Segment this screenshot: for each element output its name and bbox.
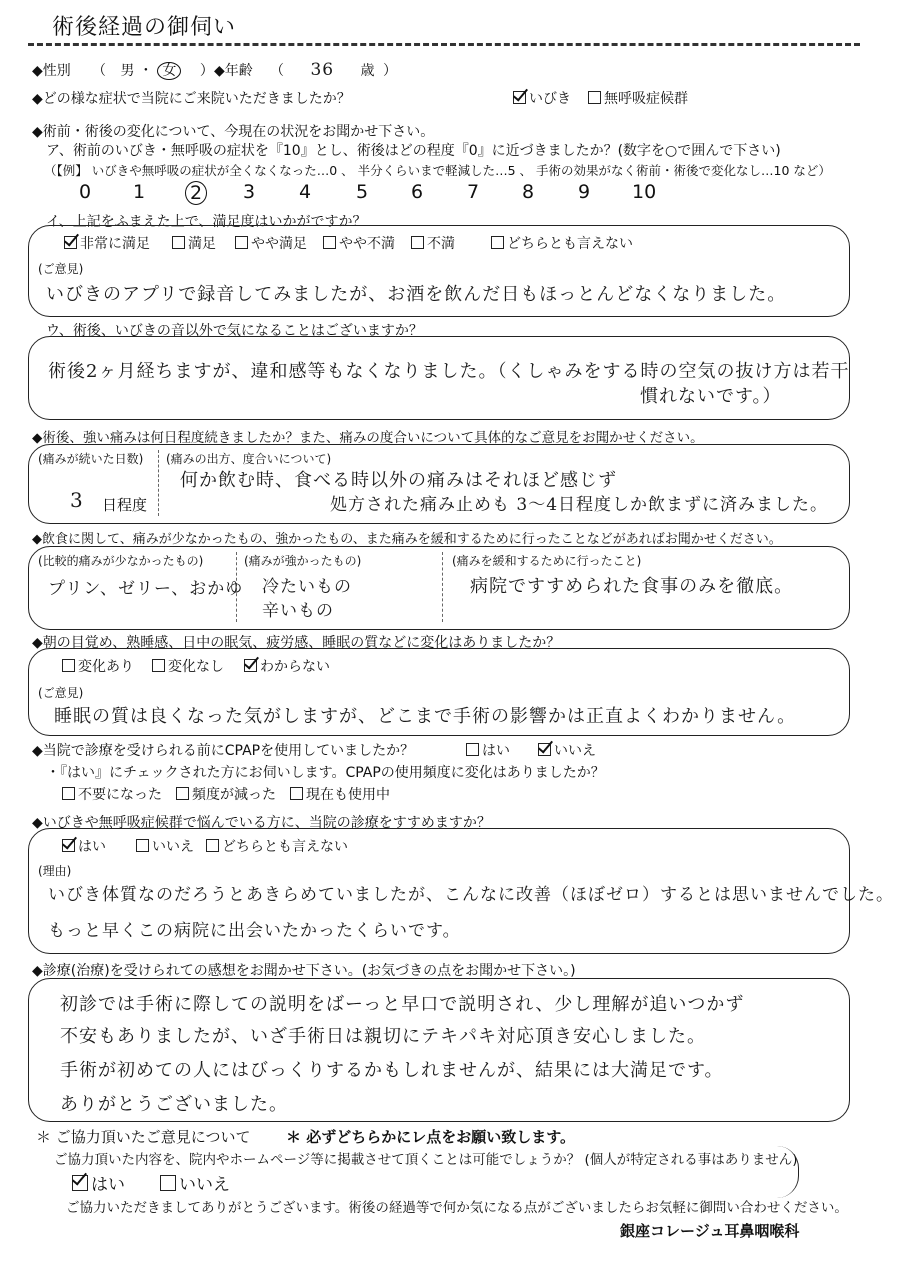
morning-opt-unknown[interactable]: わからない — [244, 656, 330, 676]
recommend-reason-1[interactable]: いびき体質なのだろうとあきらめていましたが、こんなに改善（ほぼゼロ）するとは思いませんでした。 — [48, 885, 894, 905]
food-less-label: (比較的痛みが少なかったもの) — [38, 554, 204, 568]
age-label: ◆年齢 — [214, 63, 253, 79]
scale-9[interactable]: 9 — [578, 181, 591, 203]
checkbox-icon[interactable] — [172, 236, 185, 249]
checkbox-icon[interactable] — [176, 787, 189, 800]
consent-opt-no[interactable]: いいえ — [160, 1170, 230, 1195]
food-strong-value-2[interactable]: 辛いもの — [262, 601, 334, 621]
satisfaction-opt-somewhat[interactable]: やや満足 — [235, 233, 307, 253]
pain-question: ◆術後、強い痛みは何日程度続きましたか？また、痛みの度合いについて具体的なご意見をお聞かせください。 — [32, 430, 704, 446]
gender-female-selected[interactable]: 女 — [157, 62, 181, 80]
checkbox-icon[interactable] — [491, 236, 504, 249]
food-strong-value-1[interactable]: 冷たいもの — [262, 577, 352, 597]
cpap-freq-opt-unneeded[interactable]: 不要になった — [62, 784, 162, 804]
food-less-value[interactable]: プリン、ゼリー、おかゆ — [48, 579, 244, 599]
symptom-question: ◆どの様な症状で当院にご来院いただきましたか？ — [32, 91, 351, 107]
checkbox-icon[interactable] — [152, 659, 165, 672]
checkbox-icon[interactable] — [235, 236, 248, 249]
checkbox-icon[interactable] — [588, 91, 601, 104]
pain-degree-label: (痛みの出方、度合いについて) — [166, 452, 332, 466]
gender-field: （ 男 ・ 女 ） — [92, 63, 214, 79]
recommend-question: ◆いびきや無呼吸症候群で悩んでいる方に、当院の診療をすすめますか？ — [32, 815, 491, 831]
pain-divider — [158, 450, 159, 516]
symptom-apnea-option[interactable]: 無呼吸症候群 — [588, 88, 688, 108]
checkbox-checked-icon[interactable] — [513, 91, 526, 104]
impression-line-1[interactable]: 初診では手術に際しての説明をばーっと早口で説明され、少し理解が追いつかず — [60, 994, 745, 1015]
other-comment-1[interactable]: 術後2ヶ月経ちますが、違和感等もなくなりました。（くしゃみをする時の空気の抜け方は若干 — [48, 361, 850, 382]
scale-6[interactable]: 6 — [411, 181, 424, 203]
checkbox-checked-icon[interactable] — [72, 1175, 88, 1191]
checkbox-icon[interactable] — [160, 1175, 176, 1191]
recommend-reason-2[interactable]: もっと早くこの病院に出会いたかったくらいです。 — [48, 921, 461, 941]
morning-opt-changed[interactable]: 変化あり — [62, 656, 134, 676]
checkbox-icon[interactable] — [466, 743, 479, 756]
age-value[interactable]: 36 — [310, 60, 335, 80]
cpap-opt-no[interactable]: いいえ — [538, 740, 596, 760]
satisfaction-opt-very[interactable]: 非常に満足 — [64, 233, 150, 253]
pain-days-unit: 日程度 — [102, 496, 148, 514]
scale-7[interactable]: 7 — [467, 181, 480, 203]
satisfaction-opt-neutral[interactable]: どちらとも言えない — [491, 233, 633, 253]
consent-box — [28, 1146, 799, 1198]
checkbox-icon[interactable] — [206, 839, 219, 852]
scale-4[interactable]: 4 — [299, 181, 312, 203]
satisfaction-comment[interactable]: いびきのアプリで録音してみましたが、お酒を飲んだ日もほっとんどなくなりました。 — [46, 284, 787, 305]
food-relief-value[interactable]: 病院ですすめられた食事のみを徹底。 — [470, 576, 794, 597]
pain-comment-2[interactable]: 処方された痛み止めも 3～4日程度しか飲まずに済みました。 — [330, 495, 829, 515]
morning-opt-unchanged[interactable]: 変化なし — [152, 656, 224, 676]
scale-3[interactable]: 3 — [243, 181, 256, 203]
impression-line-2[interactable]: 不安もありましたが、いざ手術日は親切にテキパキ対応頂き安心しました。 — [60, 1026, 706, 1047]
checkbox-icon[interactable] — [290, 787, 303, 800]
satisfaction-opinion-label: (ご意見) — [38, 262, 84, 276]
satisfaction-opt-satisfied[interactable]: 満足 — [172, 233, 216, 253]
checkbox-icon[interactable] — [323, 236, 336, 249]
change-question: ◆術前・術後の変化について、今現在の状況をお聞かせ下さい。 — [32, 124, 435, 140]
checkbox-icon[interactable] — [62, 787, 75, 800]
scale-0[interactable]: 0 — [79, 181, 92, 203]
food-divider-2 — [442, 552, 443, 622]
checkbox-checked-icon[interactable] — [64, 236, 77, 249]
scale-5[interactable]: 5 — [356, 181, 369, 203]
recommend-opt-neutral[interactable]: どちらとも言えない — [206, 836, 348, 856]
satisfaction-opt-somewhat-dis[interactable]: やや不満 — [323, 233, 395, 253]
other-question: ウ、術後、いびきの音以外で気になることはございますか？ — [46, 323, 423, 339]
checkbox-checked-icon[interactable] — [244, 659, 257, 672]
thanks-message: ご協力いただきましてありがとうございます。術後の経過等で何か気になる点がございましたらお気軽に御問い合わせください。 — [66, 1200, 848, 1216]
food-relief-label: (痛みを緩和するために行ったこと) — [452, 554, 642, 568]
consent-heading-1: ＊ ご協力頂いたご意見について — [36, 1128, 251, 1146]
morning-opinion-label: (ご意見) — [38, 686, 84, 700]
cpap-freq-opt-reduced[interactable]: 頻度が減った — [176, 784, 276, 804]
cpap-freq-question: ・『はい』にチェックされた方にお伺いします。CPAPの使用頻度に変化はありましたか？ — [46, 765, 605, 781]
cpap-question: ◆当院で診療を受けられる前にCPAPを使用していましたか？ — [32, 743, 415, 759]
impression-line-3[interactable]: 手術が初めての人にはびっくりするかもしれませんが、結果には大満足です。 — [60, 1060, 724, 1081]
clinic-name: 銀座コレージュ耳鼻咽喉科 — [620, 1222, 800, 1240]
scale-10[interactable]: 10 — [632, 181, 657, 203]
cpap-freq-opt-still[interactable]: 現在も使用中 — [290, 784, 390, 804]
scale-1[interactable]: 1 — [133, 181, 146, 203]
gender-label: ◆性別 — [32, 63, 71, 79]
page-title: 術後経過の御伺い — [52, 15, 237, 40]
recommend-reason-label: (理由) — [38, 864, 72, 878]
change-subquestion: ア、術前のいびき・無呼吸の症状を『10』とし、術後はどの程度『0』に近づきましたか？(数字を○で囲んで下さい) — [46, 143, 781, 159]
change-example: （【例】 いびきや無呼吸の症状が全くなくなった…0 、 半分くらいまで軽減した…5 、 手術の効果がなく術前・術後で変化なし…10 など） — [44, 163, 831, 178]
scale-2-selected[interactable]: 2 — [185, 181, 207, 205]
recommend-opt-yes[interactable]: はい — [62, 836, 106, 856]
food-strong-label: (痛みが強かったもの) — [244, 554, 362, 568]
food-question: ◆飲食に関して、痛みが少なかったもの、強かったもの、また痛みを緩和するために行ったことなどがあればお聞かせください。 — [32, 532, 782, 547]
scale-8[interactable]: 8 — [522, 181, 535, 203]
satisfaction-opt-dissatisfied[interactable]: 不満 — [411, 233, 455, 253]
other-comment-2[interactable]: 慣れないです。） — [640, 386, 782, 407]
checkbox-icon[interactable] — [411, 236, 424, 249]
pain-days-value[interactable]: 3 — [70, 488, 84, 512]
pain-days-label: (痛みが続いた日数) — [38, 452, 144, 466]
consent-opt-yes[interactable]: はい — [72, 1170, 125, 1195]
morning-comment[interactable]: 睡眠の質は良くなった気がしますが、どこまで手術の影響かは正直よくわかりません。 — [54, 706, 797, 727]
impression-question: ◆診療(治療)を受けられての感想をお聞かせ下さい。(お気づきの点をお聞かせ下さい。) — [32, 963, 576, 979]
checkbox-checked-icon[interactable] — [62, 839, 75, 852]
title-divider — [28, 43, 860, 46]
checkbox-icon[interactable] — [136, 839, 149, 852]
cpap-opt-yes[interactable]: はい — [466, 740, 510, 760]
recommend-opt-no[interactable]: いいえ — [136, 836, 194, 856]
checkbox-checked-icon[interactable] — [538, 743, 551, 756]
morning-question: ◆朝の目覚め、熟睡感、日中の眠気、疲労感、睡眠の質などに変化はありましたか？ — [32, 635, 561, 651]
consent-question: ご協力頂いた内容を、院内やホームページ等に掲載させて頂くことは可能でしょうか？ (個人が特定される事はありません) — [54, 1152, 798, 1168]
pain-comment-1[interactable]: 何か飲む時、食べる時以外の痛みはそれほど感じず — [180, 470, 617, 491]
impression-line-4[interactable]: ありがとうございました。 — [60, 1094, 288, 1115]
consent-heading-2: ＊ 必ずどちらかにレ点をお願い致します。 — [286, 1128, 576, 1146]
satisfaction-question: イ、上記をふまえた上で、満足度はいかがですか？ — [46, 214, 367, 230]
gender-male[interactable]: 男 — [120, 63, 135, 79]
symptom-snoring-option[interactable]: いびき — [513, 88, 571, 108]
age-field: （ 36 歳 ） — [270, 60, 397, 80]
checkbox-icon[interactable] — [62, 659, 75, 672]
